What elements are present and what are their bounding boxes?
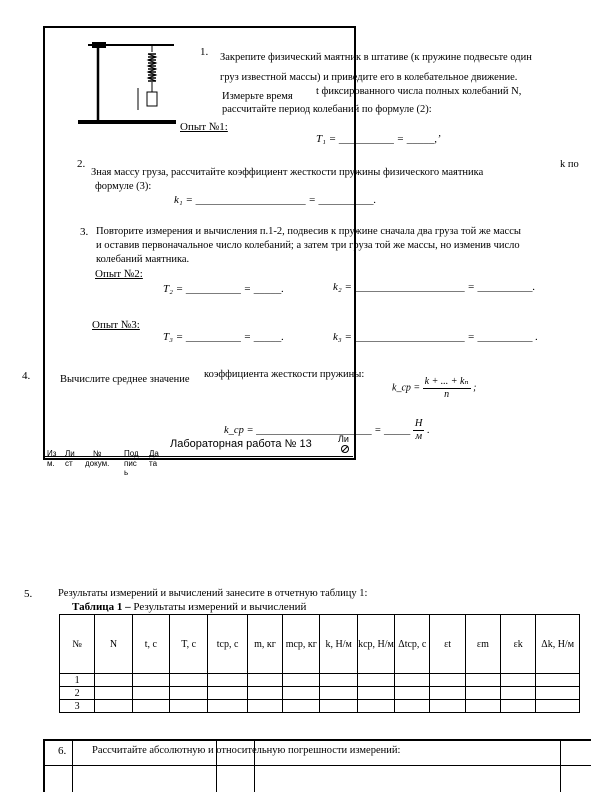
experiment1-period-formula: T₁ = __________ = _____,’ [316, 133, 441, 145]
average-formula-lhs: k_ср = [392, 382, 421, 394]
table-row [60, 687, 580, 700]
experiment3-period-formula: T₃ = __________ = _____. [163, 331, 285, 343]
step3-line3: колебаний маятника. [96, 254, 190, 265]
step3-line1: Повторите измерения и вычисления п.1-2, подвесив к пружине сначала два груза той же массы [96, 226, 521, 237]
bottom-frame-mid-line [43, 765, 591, 766]
step4-text-b: коэффициента жесткости пружины: [204, 369, 365, 380]
pendulum-illustration [52, 38, 184, 132]
average-formula-tail: ; [473, 382, 477, 394]
step6-text: Рассчитайте абсолютную и относительную погрешности измерений: [92, 745, 401, 756]
experiment2-stiffness-formula: k₂ = ____________________ = __________. [333, 281, 536, 293]
col-header-index: № [60, 615, 95, 674]
kcp-result-lhs: k_ср = ______________________ = _____ [224, 424, 411, 436]
stamp-title: Лабораторная работа № 13 [170, 438, 312, 450]
step2-k-label: k по [560, 159, 579, 170]
step2-number: 2. [77, 158, 86, 170]
table-row [60, 674, 580, 687]
stamp-sheet-mark [340, 444, 350, 454]
step5-number: 5. [24, 588, 33, 600]
step2-line2: формуле (3): [95, 181, 152, 192]
step1-line3b: t фиксированного числа полных колебаний N, [316, 86, 522, 97]
kcp-result-tail: . [427, 424, 430, 436]
step1-number: 1. [200, 46, 209, 58]
bottom-stamp-divider-1 [72, 739, 73, 792]
col-header-dk: Δk, Н/м [536, 615, 580, 674]
step1-line2: груз известной массы) и приведите его в колебательное движение. [220, 72, 518, 83]
stamp-col-doc: № докум. [85, 449, 110, 468]
average-formula-numerator: k + ... + kₙ [424, 376, 469, 387]
step3-number: 3. [80, 226, 89, 238]
experiment2-period-formula: T₂ = __________ = _____. [163, 283, 285, 295]
step3-line2: и оставив первоначальное число колебаний; а затем три груза той же массы, но изменив число [96, 240, 520, 251]
kcp-unit-denominator: м [415, 431, 423, 443]
col-header-n: N [95, 615, 132, 674]
stamp-col-date: Да та [149, 449, 159, 468]
table-title [72, 601, 306, 614]
experiment1-label: Опыт №1: [180, 121, 228, 133]
row-index: 1 [60, 674, 95, 687]
experiment3-stiffness-formula: k₃ = ____________________ = __________ . [333, 331, 539, 343]
stamp-sheet-label: Ли [338, 434, 349, 444]
col-header-t-avg: tср, с [208, 615, 247, 674]
col-header-mass: m, кг [247, 615, 282, 674]
stamp-col-sheet: Ли ст [65, 449, 75, 468]
experiment1-stiffness-formula: k₁ = ____________________ = __________. [174, 194, 377, 206]
step1-line4: рассчитайте период колебаний по формуле (2): [222, 104, 432, 115]
kcp-unit-numerator: Н [413, 418, 425, 431]
step2-line1: Зная массу груза, рассчитайте коэффициент жесткости пружины физического маятника [91, 167, 484, 178]
stamp-col-signature: Под пис ь [124, 449, 139, 478]
step1-line1: Закрепите физический маятник в штативе (к пружине подвесьте один [220, 52, 532, 63]
step4-number: 4. [22, 370, 31, 382]
step5-text: Результаты измерений и вычислений занесите в отчетную таблицу 1: [58, 588, 368, 599]
average-stiffness-formula [392, 376, 476, 400]
table-header-row [60, 615, 580, 674]
bottom-frame-top-line [43, 739, 591, 741]
col-header-dt-avg: Δtср, с [395, 615, 430, 674]
col-header-eps-k: εk [501, 615, 536, 674]
col-header-k-avg: kср, Н/м [357, 615, 394, 674]
average-formula-fraction [423, 376, 471, 400]
table-title-bold: Таблица 1 – [72, 601, 131, 613]
table-row [60, 700, 580, 713]
experiment2-label: Опыт №2: [95, 268, 143, 280]
table-title-rest: Результаты измерений и вычислений [133, 601, 307, 613]
experiment3-label: Опыт №3: [92, 319, 140, 331]
average-formula-denominator: n [444, 388, 450, 400]
kcp-unit-fraction [413, 418, 425, 443]
col-header-k: k, Н/м [320, 615, 357, 674]
step6-number: 6. [58, 745, 67, 757]
col-header-mass-avg: mср, кг [283, 615, 320, 674]
stamp-col-change: Из м. [47, 449, 57, 468]
results-table [59, 614, 580, 713]
col-header-period: T, с [170, 615, 208, 674]
row-index: 3 [60, 700, 95, 713]
row-index: 2 [60, 687, 95, 700]
col-header-eps-m: εm [465, 615, 500, 674]
col-header-eps-t: εt [430, 615, 465, 674]
col-header-t: t, с [132, 615, 169, 674]
step4-text-a: Вычислите среднее значение [60, 374, 190, 385]
step1-line3a: Измерьте время [222, 91, 293, 102]
